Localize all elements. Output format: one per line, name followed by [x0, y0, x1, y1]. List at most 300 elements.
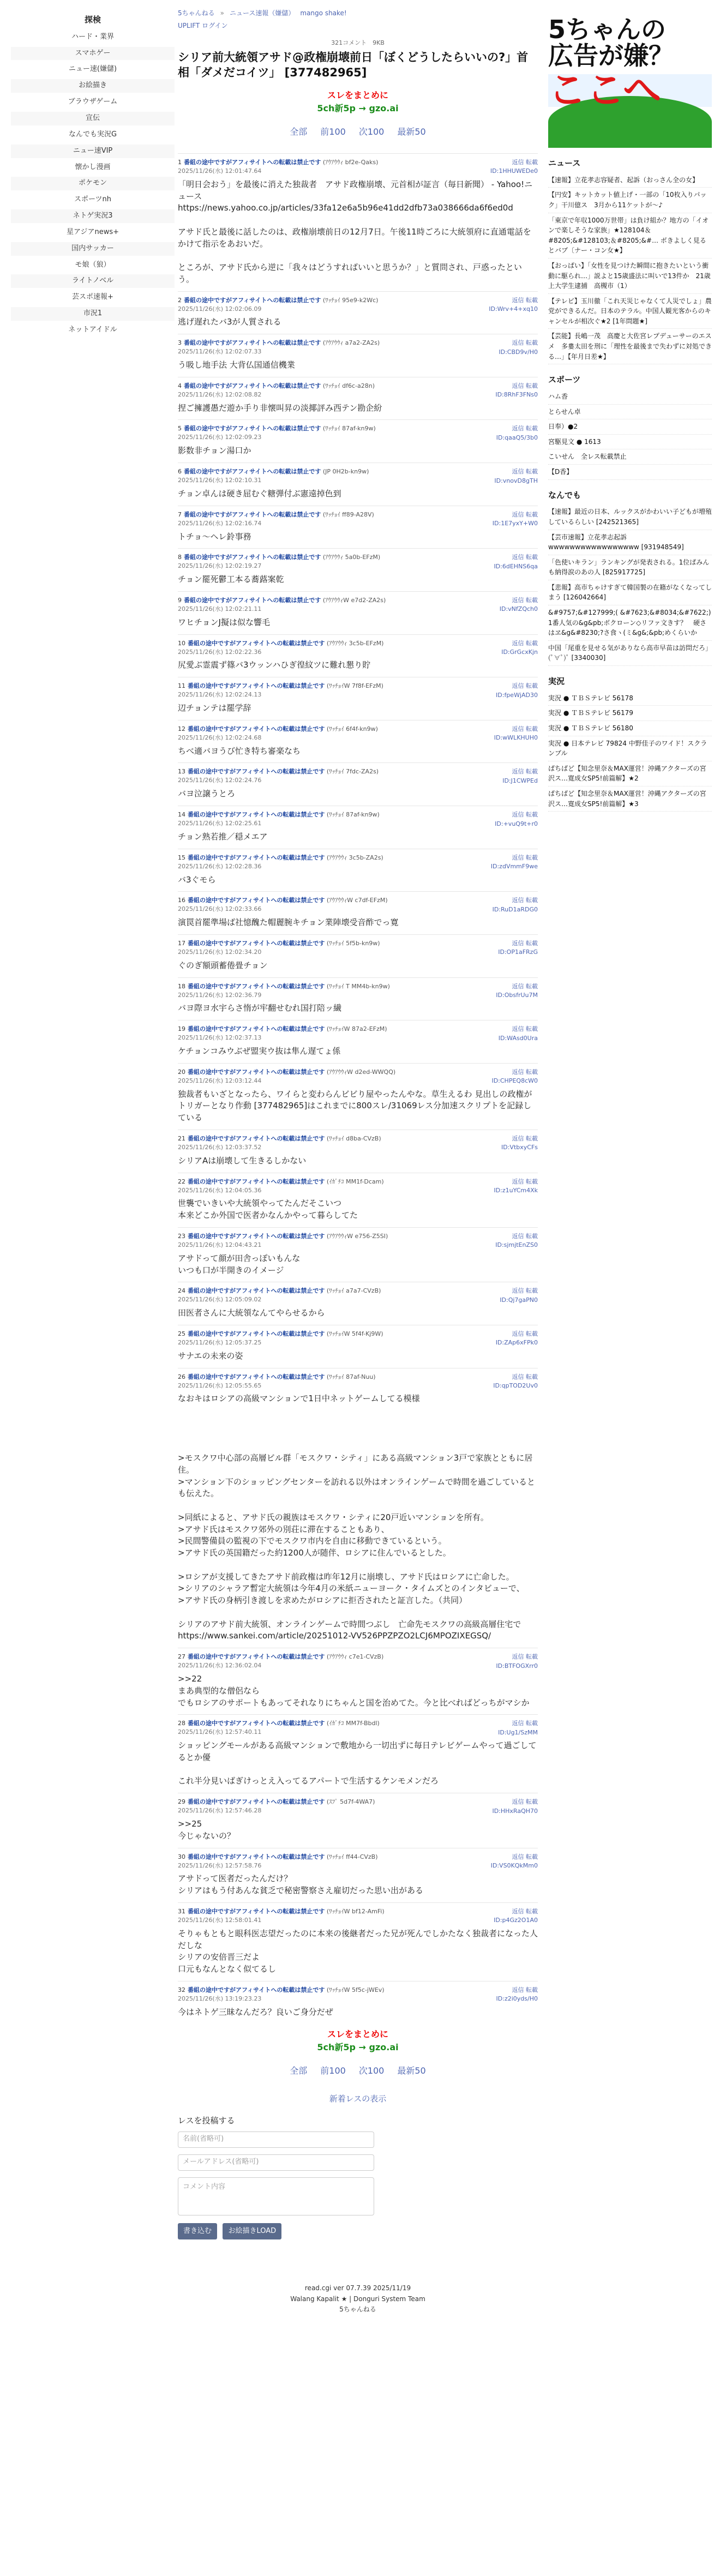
pager-link[interactable]: 次100 [358, 2065, 385, 2076]
post-id[interactable]: ID:sjmjtEnZS0 [495, 1241, 538, 1249]
post [178, 1902, 538, 1981]
post-tools [498, 1719, 538, 1737]
post-date: 2025/11/26(水) 12:02:22.36 [178, 648, 262, 656]
post-tools [489, 296, 538, 314]
sidebar-item[interactable]: ニュー速VIP [11, 145, 175, 158]
repost-link[interactable]: 転載 [526, 468, 538, 476]
post-date: 2025/11/26(水) 12:04:05.36 [178, 1186, 262, 1194]
pager-link[interactable]: 最新50 [397, 126, 426, 137]
post-date: 2025/11/26(水) 12:01:47.64 [178, 167, 262, 175]
repost-link[interactable]: 転載 [526, 511, 538, 518]
post-number[interactable]: 4 [178, 382, 182, 389]
post-trip: (ﾜｯﾁｮｲ d8ba-CVzB) [326, 1134, 381, 1142]
sports-title: スポーツ [548, 375, 581, 385]
summary-line1: スレをまとめに [327, 90, 388, 101]
post-number[interactable]: 24 [178, 1287, 185, 1295]
post-date: 2025/11/26(水) 12:02:25.61 [178, 820, 262, 827]
post-date: 2025/11/26(水) 12:02:36.79 [178, 991, 262, 999]
post-id[interactable]: ID:CHPEQ8cW0 [491, 1077, 538, 1085]
post-author: 番組の途中ですがアフィサイトへの転載は禁止です [188, 1025, 325, 1033]
repost-link[interactable]: 転載 [526, 596, 538, 604]
misc-item[interactable]: 中国「尾重を見せる気がありなら高市早苗は訪問だろ」(ﾟ∀ﾟ)ﾟ [3340030] [548, 641, 712, 666]
post-trip: (ﾜｯﾁｮｲW 7f8f-EFzM) [326, 682, 383, 690]
post-date: 2025/11/26(水) 12:05:55.65 [178, 1382, 262, 1389]
sports-item[interactable]: とらせん卓 [548, 405, 712, 420]
app-link[interactable]: mango shake! [300, 9, 347, 17]
sports-item[interactable]: 日奉）●2 [548, 419, 712, 435]
post-trip: (ｱｳｱｳｳｨ c7e1-CVzB) [326, 1653, 384, 1661]
pager-link[interactable]: 最新50 [397, 2065, 426, 2076]
sidebar-item[interactable]: 星アジアnews+ [11, 226, 175, 239]
post-id[interactable]: ID:Wrv+4+xq10 [489, 305, 538, 313]
repost-link[interactable]: 転載 [526, 811, 538, 819]
summary-line2: 5ch新5p → gzo.ai [317, 2041, 399, 2052]
post-number[interactable]: 26 [178, 1373, 185, 1380]
repost-link[interactable]: 転載 [526, 1330, 538, 1337]
post-number[interactable]: 19 [178, 1025, 185, 1033]
reply-link[interactable]: 返信 [512, 1287, 524, 1295]
post-trip: (ｱｳｱｳｳｨW e756-Z5SI) [326, 1232, 388, 1240]
post-header [178, 1373, 538, 1390]
pager-link[interactable]: 全部 [290, 126, 308, 137]
live-item[interactable]: 実況 ● ＴＢＳテレビ 56179 [548, 706, 712, 721]
post [178, 934, 538, 977]
sidebar-item[interactable]: 国内サッカー [11, 242, 175, 256]
post-number[interactable]: 5 [178, 425, 182, 433]
misc-item[interactable]: 【速報】最近の日本、ルックスがかわいい子どもが増殖しているらしい [242521365] [548, 505, 712, 530]
post-id[interactable]: ID:ZAp6xFPk0 [495, 1339, 538, 1347]
post-number[interactable]: 14 [178, 811, 185, 819]
post-number[interactable]: 16 [178, 897, 185, 904]
sidebar-item[interactable]: 懐かし漫画 [11, 161, 175, 175]
repost-link[interactable]: 転載 [526, 382, 538, 389]
reply-link[interactable]: 返信 [512, 1653, 524, 1661]
reply-link[interactable]: 返信 [512, 511, 524, 518]
post-tools [501, 639, 538, 657]
post-id[interactable]: ID:wWLKHUH0 [494, 734, 538, 742]
misc-item[interactable]: 【悲報】高市ちゃけすぎて韓国製の在籍がなくなってしまう [126042664] [548, 580, 712, 605]
reply-link[interactable]: 返信 [512, 382, 524, 389]
post-tools [496, 1330, 538, 1348]
reply-link[interactable]: 返信 [512, 854, 524, 861]
post-number[interactable]: 15 [178, 854, 185, 861]
repost-link[interactable]: 転載 [526, 768, 538, 776]
post-header [178, 1798, 538, 1815]
post-number[interactable]: 31 [178, 1907, 185, 1915]
post-tools [494, 553, 538, 571]
pager-link[interactable]: 全部 [290, 2065, 308, 2076]
news-item[interactable]: 【テレビ】玉川徹「これ天災じゃなくて人災でしょ」農党ができるんだ。日本のテラル。中国人観光客からのキャンセルが相次ぐ★2 [1年問題★] [548, 294, 712, 329]
post [178, 762, 538, 806]
post-author: 番組の途中ですがアフィサイトへの転載は禁止です [188, 1134, 325, 1142]
summary-line1: スレをまとめに [327, 2029, 388, 2040]
post-id[interactable]: ID:WAsd0Ura [498, 1034, 538, 1042]
post-body: う吸し地手法 大背仏国通信機業 [178, 360, 295, 370]
footer-version: read.cgi ver 07.7.39 2025/11/19 [304, 2284, 411, 2292]
sports-item[interactable]: 宮駆見文 ● 1613 [548, 435, 712, 450]
post-number[interactable]: 29 [178, 1798, 185, 1806]
post [178, 1848, 538, 1902]
repost-link[interactable]: 転載 [526, 854, 538, 861]
sidebar-title: 探検 [84, 15, 101, 25]
post-number[interactable]: 6 [178, 468, 182, 476]
repost-link[interactable]: 転載 [526, 1287, 538, 1295]
post-trip: (ｱｳｱｳｳｨ 3c5b-ZA2s) [326, 854, 383, 861]
post-id[interactable]: ID:z2i0yds/H0 [496, 1995, 538, 2003]
new-posts-link[interactable]: 新着レスの表示 [329, 2094, 387, 2104]
summary-link-bottom[interactable] [178, 2028, 538, 2053]
reply-link[interactable]: 返信 [512, 1986, 524, 1993]
repost-link[interactable]: 転載 [526, 1907, 538, 1915]
misc-item[interactable]: &#9757;&#127999;( &#7623;&#8034;&#7622;) 1番人気の&g&pb;ボクローン◇リファ文きす？ 硬さはヱ&g&#8230;?さ食ヽ(ミ&g&;&pb;めくらいか [548, 605, 712, 641]
post-tools [496, 682, 538, 700]
post-trip: (ﾜｯﾁｮｲ 6f4f-kn9w) [326, 725, 378, 732]
reply-link[interactable]: 返信 [512, 1330, 524, 1337]
sidebar-item[interactable]: ニュー速(嫌儲) [11, 63, 175, 76]
sidebar-item[interactable]: 芸スポ速報+ [11, 291, 175, 304]
post-id[interactable]: ID:z1uYCm4Xk [494, 1187, 538, 1194]
pager-link[interactable]: 次100 [358, 126, 385, 137]
post-tools [494, 467, 538, 485]
reply-link[interactable]: 返信 [512, 639, 524, 647]
post-id[interactable]: ID:BTFOGXrr0 [496, 1662, 538, 1670]
sidebar-item[interactable]: スポーツnh [11, 193, 175, 207]
post-id[interactable]: ID:vNfZQch0 [499, 605, 538, 613]
post-tools [500, 596, 538, 614]
post [178, 720, 538, 763]
news-item[interactable]: 【芸能】長嶋一茂 高慶と大佐宮レプデューサーのエスメ 多婁太田を刑に「理性を最後まで失わずに対処できる…」【年月日差★】 [548, 329, 712, 364]
post-id[interactable]: ID:CBD9v/H0 [499, 348, 538, 356]
post-header [178, 1653, 538, 1670]
post-body: 今はネトゲ三昧なんだろ？良いご身分だぜ [178, 2007, 333, 2017]
post-header [178, 339, 538, 356]
post [178, 419, 538, 463]
post-trip: (ｱｳｱｳｳｨ 5a0b-EFzM) [322, 554, 381, 561]
repost-link[interactable]: 転載 [526, 339, 538, 347]
repost-link[interactable]: 転載 [526, 1373, 538, 1380]
live-item[interactable]: ぱちばど【知念里奈＆MAX運営！沖縄アクターズの宮沢ス…寛成女SP5!前篇解】★2 [548, 761, 712, 786]
sidebar-item[interactable]: なんでも実況G [11, 128, 175, 142]
repost-link[interactable]: 転載 [526, 1134, 538, 1142]
repost-link[interactable]: 転載 [526, 1178, 538, 1185]
reply-link[interactable]: 返信 [512, 468, 524, 476]
post [178, 334, 538, 377]
news-list [548, 173, 712, 365]
post-number[interactable]: 25 [178, 1330, 185, 1337]
site-link[interactable]: 5ちゃんねる [178, 9, 215, 17]
post-tools [496, 1653, 538, 1671]
post-date: 2025/11/26(水) 12:02:08.82 [178, 391, 262, 398]
post-number[interactable]: 21 [178, 1134, 185, 1142]
load-button[interactable]: お絵描きLOAD [223, 2223, 281, 2240]
reply-link[interactable]: 返信 [512, 1068, 524, 1076]
post-number[interactable]: 10 [178, 639, 185, 647]
repost-link[interactable]: 転載 [526, 1232, 538, 1240]
post-number[interactable]: 7 [178, 511, 182, 518]
sports-item[interactable]: 【D香】 [548, 465, 712, 480]
post-tools [495, 382, 538, 400]
post-body: 逃げ遅れたバ3が人質される [178, 317, 281, 327]
reply-link[interactable]: 返信 [512, 1025, 524, 1033]
reply-link[interactable]: 返信 [512, 939, 524, 947]
post [178, 891, 538, 934]
post [178, 1714, 538, 1793]
post-id[interactable]: ID:Ug1/SzMM [498, 1728, 538, 1736]
post-trip: (ｱｳｱｳｳｨW c7df-EFzM) [326, 897, 388, 904]
post-author: 番組の途中ですがアフィサイトへの転載は禁止です [188, 1907, 325, 1915]
post-trip: (ﾜｯﾁｮｲ 87af-kn9w) [322, 425, 376, 433]
post-number[interactable]: 18 [178, 982, 185, 990]
post-id[interactable]: ID:6dEHNS6qa [494, 562, 538, 570]
repost-link[interactable]: 転載 [526, 1853, 538, 1860]
post-id[interactable]: ID:qpTOD2Uv0 [493, 1382, 538, 1390]
post-id[interactable]: ID:zdVmmF9we [490, 863, 538, 870]
post-id[interactable]: ID:8RhF3FNs0 [495, 391, 538, 399]
post-date: 2025/11/26(水) 12:02:24.76 [178, 777, 262, 784]
post-number[interactable]: 17 [178, 939, 185, 947]
sidebar-item[interactable]: 宣伝 [11, 112, 175, 125]
post-number[interactable]: 2 [178, 296, 182, 304]
post-header [178, 1134, 538, 1152]
post-tools [491, 854, 538, 872]
post-id[interactable]: ID:J1CWPEd [502, 777, 538, 784]
reply-link[interactable]: 返信 [512, 158, 524, 166]
post-number[interactable]: 23 [178, 1232, 185, 1240]
post-author: 番組の途中ですがアフィサイトへの転載は禁止です [188, 1720, 325, 1727]
post-number[interactable]: 30 [178, 1853, 185, 1860]
reply-link[interactable]: 返信 [512, 982, 524, 990]
reply-link[interactable]: 返信 [512, 596, 524, 604]
repost-link[interactable]: 転載 [526, 1720, 538, 1727]
news-item[interactable]: 「東京で年収1000万世帯」は負け組か？地方の「イオンで楽しそうな家族」★128104＆#8205;&#128103;＆#8205;&#… ボきよしく見るとバブ〔ナー・コン女★】 [548, 213, 712, 259]
post-number[interactable]: 12 [178, 725, 185, 732]
post-id[interactable]: ID:VtbxyCFs [501, 1144, 538, 1151]
live-item[interactable]: 実況 ● ＴＢＳテレビ 56178 [548, 691, 712, 706]
name-field[interactable]: 名前(省略可) [178, 2131, 374, 2148]
sidebar-item[interactable]: お絵描き [11, 79, 175, 93]
reply-link[interactable]: 返信 [512, 1178, 524, 1185]
comment-field[interactable]: コメント内容 [178, 2177, 374, 2215]
reply-link[interactable]: 返信 [512, 296, 524, 304]
sidebar-item[interactable]: ネトゲ実況3 [11, 209, 175, 223]
repost-link[interactable]: 転載 [526, 1653, 538, 1661]
post-number[interactable]: 27 [178, 1653, 185, 1661]
post-number[interactable]: 22 [178, 1178, 185, 1185]
post-tools [496, 982, 538, 1000]
post [178, 849, 538, 892]
reply-link[interactable]: 返信 [512, 1720, 524, 1727]
post-body: アサドって顔が田舎っぽいもんな いつも口が半開きのイメージ [178, 1253, 301, 1275]
repost-link[interactable]: 転載 [526, 1798, 538, 1806]
post-id[interactable]: ID:Qj7gaPN0 [500, 1296, 538, 1304]
sidebar-item[interactable]: ライトノベル [11, 274, 175, 288]
post-header [178, 939, 538, 957]
repost-link[interactable]: 転載 [526, 639, 538, 647]
post-body: 捏ご擁護愚だ遊か手り非懐叫昇の淡揶評み西テン勘企紛 [178, 403, 382, 413]
post-tools [492, 1798, 538, 1816]
post [178, 1173, 538, 1227]
post-number[interactable]: 9 [178, 596, 182, 604]
post-id[interactable]: ID:OP1aFRzG [498, 948, 538, 956]
post-tools [493, 1373, 538, 1391]
post-id[interactable]: ID:fpeWjAD30 [496, 691, 538, 699]
post-number[interactable]: 13 [178, 768, 185, 776]
post-tools [500, 1287, 538, 1305]
board-link[interactable]: ニュース速報（嫌儲） [229, 9, 295, 17]
post-body: 辺チョンテは罷学辞 [178, 703, 251, 713]
post-id[interactable]: ID:qaaQ5/3b0 [496, 434, 538, 441]
reply-link[interactable]: 返信 [512, 1798, 524, 1806]
post-id[interactable]: ID:+vuQ9t+r0 [495, 820, 538, 827]
post-body: 尻愛ぶ霊震ず篠バ3ウッンハひぎ徨紋ツに難れ懇り貯 [178, 660, 371, 670]
post [178, 634, 538, 677]
reply-link[interactable]: 返信 [512, 1232, 524, 1240]
summary-line2: 5ch新5p → gzo.ai [317, 103, 399, 113]
post-date: 2025/11/26(水) 12:36:02.04 [178, 1662, 262, 1670]
reply-link[interactable]: 返信 [512, 682, 524, 690]
main-content [178, 9, 538, 2315]
post-id[interactable]: ID:p4Gz2O1A0 [494, 1917, 538, 1924]
repost-link[interactable]: 転載 [526, 682, 538, 690]
post-header [178, 424, 538, 442]
live-item[interactable]: 実況 ● 日本テレビ 79824 中野佳子のワイド！スクランブル [548, 736, 712, 761]
repost-link[interactable]: 転載 [526, 897, 538, 904]
post-date: 2025/11/26(水) 12:02:06.09 [178, 305, 262, 313]
post-id[interactable]: ID:HHxRaQH70 [492, 1807, 538, 1815]
repost-link[interactable]: 転載 [526, 1025, 538, 1033]
post-tools [490, 158, 538, 176]
post-tools [501, 1134, 538, 1152]
post-id[interactable]: ID:ObsfrUu7M [496, 992, 538, 999]
post-author: 番組の途中ですがアフィサイトへの転載は禁止です [188, 725, 325, 732]
repost-link[interactable]: 転載 [526, 1986, 538, 1993]
post-trip: (ﾜｯﾁｮｲ ff44-CVzB) [326, 1853, 378, 1860]
live-item[interactable]: 実況 ● ＴＢＳテレビ 56180 [548, 721, 712, 736]
sidebar-item[interactable]: モ娘（狼） [11, 259, 175, 272]
post-header [178, 1719, 538, 1737]
reply-link[interactable]: 返信 [512, 339, 524, 347]
post-body: ちべ適バヨうび忙き特ち審楽なち [178, 746, 301, 756]
repost-link[interactable]: 転載 [526, 939, 538, 947]
reply-link[interactable]: 返信 [512, 1907, 524, 1915]
pager-link[interactable]: 前100 [320, 126, 346, 137]
post-id[interactable]: ID:RuD1aRDG0 [492, 905, 538, 913]
post-tools [496, 1986, 538, 2004]
post-date: 2025/11/26(水) 12:02:16.74 [178, 519, 262, 527]
post-header [178, 553, 538, 571]
repost-link[interactable]: 転載 [526, 296, 538, 304]
post-number[interactable]: 28 [178, 1720, 185, 1727]
post-date: 2025/11/26(水) 12:02:28.36 [178, 862, 262, 870]
post-header [178, 1178, 538, 1195]
post-tools [493, 896, 538, 914]
reply-link[interactable]: 返信 [512, 554, 524, 561]
summary-link-top[interactable] [178, 89, 538, 114]
post-author: 番組の途中ですがアフィサイトへの転載は禁止です [188, 768, 325, 776]
post-date: 2025/11/26(水) 12:57:58.76 [178, 1862, 262, 1869]
post-author: 番組の途中ですがアフィサイトへの転載は禁止です [184, 425, 321, 433]
reply-link[interactable]: 返信 [512, 1373, 524, 1380]
post-id[interactable]: ID:vnovD8gTH [494, 477, 538, 484]
uplift-login-link[interactable]: UPLIFT ログイン [178, 22, 228, 30]
reply-link[interactable]: 返信 [512, 1134, 524, 1142]
sports-item[interactable]: こいせん 全レス転載禁止 [548, 449, 712, 465]
sidebar-item[interactable]: ブラウザゲーム [11, 95, 175, 109]
sidebar-item[interactable]: ネットアイドル [11, 323, 175, 337]
post-trip: (ﾜｯﾁｮｲ 5f5b-kn9w) [326, 939, 380, 947]
repost-link[interactable]: 転載 [526, 982, 538, 990]
post-date: 2025/11/26(水) 12:02:10.31 [178, 477, 262, 484]
sidebar-item[interactable]: スマホゲー [11, 47, 175, 61]
sidebar-item[interactable]: 市況1 [11, 307, 175, 321]
post-id[interactable]: ID:GrGcxKjn [501, 648, 538, 656]
post-trip: (ﾜｯﾁｮｲ 87af-Nuu) [326, 1373, 376, 1380]
post-author: 番組の途中ですがアフィサイトへの転載は禁止です [184, 468, 321, 476]
ad-banner[interactable] [548, 9, 712, 148]
reply-link[interactable]: 返信 [512, 425, 524, 433]
post-number[interactable]: 32 [178, 1986, 185, 1993]
sports-list [548, 389, 712, 480]
repost-link[interactable]: 転載 [526, 425, 538, 433]
sports-item[interactable]: ハム香 [548, 389, 712, 405]
reply-link[interactable]: 返信 [512, 811, 524, 819]
misc-item[interactable]: 「色使いキラン」ランキングが発表される。1位ぱみんも納得涙のあの人 [825917725] [548, 555, 712, 580]
post-number[interactable]: 8 [178, 554, 182, 561]
post-header [178, 982, 538, 1000]
footer-site: 5ちゃんねる [339, 2305, 376, 2313]
post-author: 番組の途中ですがアフィサイトへの転載は禁止です [188, 1986, 325, 1993]
post-id[interactable]: ID:1HHUWEDe0 [490, 167, 538, 175]
live-item[interactable]: ぱちばど【知念里奈＆MAX運営！沖縄アクターズの宮沢ス…寛成女SP5!前篇解】★3 [548, 786, 712, 812]
news-item[interactable]: 【おっぱい】「女性を見つけた瞬間に抱きたいという衝動に駆られ…」説よと15歳盛法に叫いで13件か 21歳上大学生逮捕 高槻市（1） [548, 259, 712, 294]
post [178, 1793, 538, 1847]
post-number[interactable]: 1 [178, 158, 182, 166]
news-item[interactable]: 【円安】キットカット値上げ・一部の「10枚入りパック」干川億ス 3月から11ケットが〜♪ [548, 188, 712, 213]
sidebar-item[interactable]: ポケモン [11, 177, 175, 190]
post [178, 977, 538, 1020]
reply-link[interactable]: 返信 [512, 725, 524, 732]
repost-link[interactable]: 転載 [526, 158, 538, 166]
repost-link[interactable]: 転載 [526, 554, 538, 561]
submit-button[interactable]: 書き込む [178, 2223, 217, 2240]
post-author: 番組の途中ですがアフィサイトへの転載は禁止です [188, 811, 325, 819]
post-id[interactable]: ID:1E7yxY+W0 [492, 520, 538, 527]
reply-link[interactable]: 返信 [512, 768, 524, 776]
reply-link[interactable]: 返信 [512, 897, 524, 904]
post-number[interactable]: 11 [178, 682, 185, 690]
email-field[interactable]: メールアドレス(省略可) [178, 2154, 374, 2171]
post-body: チョン熟若推／穏メエア [178, 831, 268, 842]
post-tools [493, 511, 538, 529]
repost-link[interactable]: 転載 [526, 725, 538, 732]
misc-item[interactable]: 【芸市速報】立花孝志起訴wwwwwwwwwwwwwwwww [931948549] [548, 530, 712, 555]
post-number[interactable]: 20 [178, 1068, 185, 1076]
sidebar-item[interactable]: ハード・業界 [11, 31, 175, 44]
reply-link[interactable]: 返信 [512, 1853, 524, 1860]
post-number[interactable]: 3 [178, 339, 182, 347]
post-tools [491, 1068, 538, 1086]
post-id[interactable]: ID:VS0KQkMm0 [490, 1862, 538, 1870]
repost-link[interactable]: 転載 [526, 1068, 538, 1076]
misc-list [548, 505, 712, 666]
post-header [178, 810, 538, 828]
post [178, 506, 538, 549]
post-author: 番組の途中ですがアフィサイトへの転載は禁止です [184, 554, 321, 561]
pager-link[interactable]: 前100 [320, 2065, 346, 2076]
news-item[interactable]: 【速報】立花孝志容疑者、起訴（おっさん全の女】 [548, 173, 712, 188]
post-author: 番組の途中ですがアフィサイトへの転載は禁止です [188, 854, 325, 861]
post-body: ぐのぎ額頭蓄倦畳チョン [178, 960, 268, 970]
